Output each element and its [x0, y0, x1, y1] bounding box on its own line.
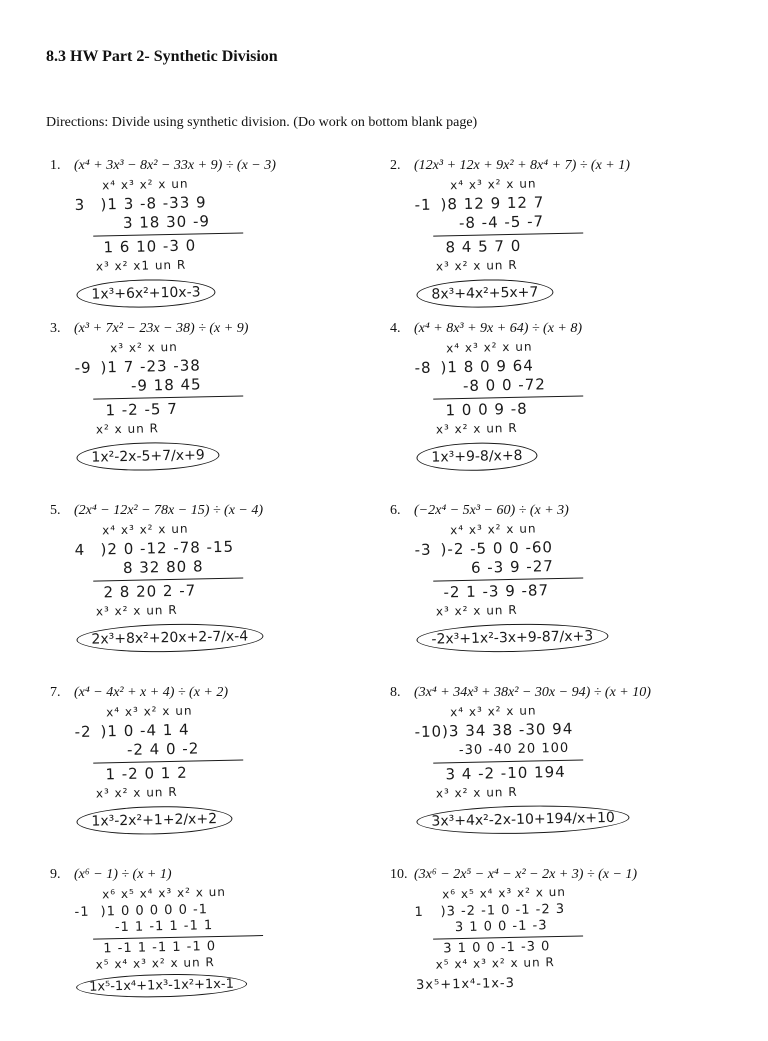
problem-expression: (3x⁴ + 34x³ + 38x² − 30x − 94) ÷ (x + 10) — [414, 685, 651, 700]
result-row: 1 -1 1 -1 1 -1 0 — [103, 939, 217, 957]
problem-4 — [390, 320, 730, 495]
problem-number: 5. — [50, 503, 61, 518]
coefficient-row: 8 12 9 12 7 — [447, 193, 545, 214]
circled-answer: 3x³+4x²-2x-10+194/x+10 — [416, 804, 630, 836]
result-variable-row: x³ x² x un R — [95, 602, 178, 619]
problem-number: 8. — [390, 685, 401, 700]
coefficient-row: 3 34 38 -30 94 — [448, 719, 574, 741]
synthetic-division-work: x⁴ x³ x² x un 4 )2 0 -12 -78 -15 8 32 80 8 2 8 20 2 -7 x³ x² x un R 2x³+8x²+20x+2-7/x-4 — [74, 515, 393, 654]
result-row: 1 0 0 9 -8 — [445, 399, 528, 420]
synthetic-division-work: x⁶ x⁵ x⁴ x³ x² x un 1 )3 -2 -1 0 -1 -2 3 3 1 0 0 -1 -3 3 1 0 0 -1 -3 0 x⁵ x⁴ x³ x² x un R 3x⁵+1x⁴-1x-3 — [414, 879, 732, 995]
problem-expression: (x⁴ + 3x³ − 8x² − 33x + 9) ÷ (x − 3) — [74, 158, 276, 173]
coefficient-row: 1 0 0 0 0 0 -1 — [106, 902, 209, 920]
multiply-row: 6 -3 9 -27 — [470, 557, 555, 577]
coefficient-row: 1 7 -23 -38 — [107, 356, 201, 377]
coefficient-row: 3 -2 -1 0 -1 -2 3 — [446, 901, 566, 920]
problem-expression: (x⁶ − 1) ÷ (x + 1) — [74, 867, 172, 882]
problem-7 — [50, 684, 390, 859]
multiply-row: -8 -4 -5 -7 — [458, 212, 545, 233]
result-row: 8 4 5 7 0 — [445, 236, 522, 257]
circled-answer: 2x³+8x²+20x+2-7/x-4 — [76, 622, 263, 654]
multiply-row: 3 18 30 -9 — [122, 212, 211, 232]
problem-6 — [390, 502, 730, 677]
multiply-row: -30 -40 20 100 — [458, 740, 570, 759]
result-variable-row: x³ x² x un R — [95, 784, 178, 801]
variable-header: x⁴ x³ x² x un — [450, 176, 537, 193]
page-title: 8.3 HW Part 2- Synthetic Division — [46, 48, 278, 65]
result-variable-row: x³ x² x un R — [435, 257, 518, 274]
result-row: 3 4 -2 -10 194 — [445, 762, 566, 784]
variable-header: x⁴ x³ x² x un — [102, 521, 189, 538]
synthetic-division-work: x⁴ x³ x² x un -2 )1 0 -4 1 4 -2 4 0 -2 1 -2 0 1 2 x³ x² x un R 1x³-2x²+1+2/x+2 — [74, 697, 393, 836]
coefficient-row: 1 0 -4 1 4 — [107, 720, 190, 741]
circled-answer: 8x³+4x²+5x+7 — [416, 278, 553, 309]
synthetic-division-work: x⁶ x⁵ x⁴ x³ x² x un -1 )1 0 0 0 0 0 -1 -1 1 -1 1 -1 1 1 -1 1 -1 1 -1 0 x⁵ x⁴ x³ x² x un R 1x⁵-1x⁴+1x³-1x²+1x-1 — [74, 879, 392, 999]
problem-expression: (−2x⁴ − 5x³ − 60) ÷ (x + 3) — [414, 503, 569, 518]
divisor: -3 — [414, 540, 432, 559]
synthetic-division-work: x⁴ x³ x² x un -8 )1 8 0 9 64 -8 0 0 -72 1 0 0 9 -8 x³ x² x un R 1x³+9-8/x+8 — [414, 333, 733, 472]
result-variable-row: x³ x² x1 un R — [95, 257, 187, 274]
synthetic-division-work: x⁴ x³ x² x un -3 )-2 -5 0 0 -60 6 -3 9 -27 -2 1 -3 9 -87 x³ x² x un R -2x³+1x²-3x+9-87/x+3 — [414, 515, 733, 654]
problem-number: 2. — [390, 158, 401, 173]
synthetic-division-work: x⁴ x³ x² x un -1 )8 12 9 12 7 -8 -4 -5 -7 8 4 5 7 0 x³ x² x un R 8x³+4x²+5x+7 — [414, 170, 733, 309]
problem-10 — [390, 866, 730, 1041]
variable-header: x⁴ x³ x² x un — [446, 339, 533, 356]
multiply-row: 3 1 0 0 -1 -3 — [454, 918, 548, 936]
divisor: -10 — [414, 722, 443, 741]
divisor: -2 — [74, 722, 92, 741]
problem-number: 3. — [50, 321, 61, 336]
synthetic-division-work: x³ x² x un -9 )1 7 -23 -38 -9 18 45 1 -2 -5 7 x² x un R 1x²-2x-5+7/x+9 — [74, 333, 393, 472]
coefficient-row: 2 0 -12 -78 -15 — [107, 537, 235, 559]
problem-number: 6. — [390, 503, 401, 518]
result-row: 1 6 10 -3 0 — [103, 236, 197, 257]
variable-header: x³ x² x un — [110, 339, 178, 356]
problem-number: 4. — [390, 321, 401, 336]
result-row: 3 1 0 0 -1 -3 0 — [443, 939, 551, 957]
synthetic-division-work: x⁴ x³ x² x un -10)3 34 38 -30 94 -30 -40 20 100 3 4 -2 -10 194 x³ x² x un R 3x³+4x²-2x-10+194/x+10 — [414, 697, 733, 836]
result-variable-row: x³ x² x un R — [435, 602, 518, 619]
problem-3 — [50, 320, 390, 495]
result-variable-row: x⁵ x⁴ x³ x² x un R — [435, 955, 555, 972]
problem-number: 9. — [50, 867, 61, 882]
problem-expression: (12x³ + 12x + 9x² + 8x⁴ + 7) ÷ (x + 1) — [414, 158, 630, 173]
problem-number: 10. — [390, 867, 408, 882]
problem-8 — [390, 684, 730, 859]
divisor: -1 — [74, 904, 90, 920]
problem-number: 1. — [50, 158, 61, 173]
result-row: -2 1 -3 9 -87 — [443, 581, 550, 602]
circled-answer: 1x³-2x²+1+2/x+2 — [76, 805, 232, 836]
result-row: 2 8 20 2 -7 — [103, 581, 197, 602]
variable-header: x⁴ x³ x² x un — [450, 521, 537, 538]
problem-expression: (2x⁴ − 12x² − 78x − 15) ÷ (x − 4) — [74, 503, 264, 518]
result-variable-row: x³ x² x un R — [435, 784, 518, 801]
divisor: 1 — [414, 904, 424, 920]
coefficient-row: 1 8 0 9 64 — [447, 356, 534, 377]
result-variable-row: x² x un R — [95, 421, 160, 437]
synthetic-division-work: x⁴ x³ x² x un 3 )1 3 -8 -33 9 3 18 30 -9 1 6 10 -3 0 x³ x² x1 un R 1x³+6x²+10x-3 — [74, 170, 393, 309]
problem-expression: (x⁴ + 8x³ + 9x + 64) ÷ (x + 8) — [414, 321, 583, 336]
multiply-row: -1 1 -1 1 -1 1 — [114, 918, 214, 936]
coefficient-row: 1 3 -8 -33 9 — [107, 193, 207, 214]
result-variable-row: x⁵ x⁴ x³ x² x un R — [95, 955, 215, 972]
problem-expression: (x³ + 7x² − 23x − 38) ÷ (x + 9) — [74, 321, 249, 336]
variable-header: x⁴ x³ x² x un — [102, 176, 189, 193]
multiply-row: -2 4 0 -2 — [126, 739, 200, 759]
variable-header: x⁶ x⁵ x⁴ x³ x² x un — [102, 884, 227, 902]
multiply-row: -8 0 0 -72 — [462, 375, 547, 395]
variable-header: x⁴ x³ x² x un — [106, 703, 193, 720]
divisor: -9 — [74, 358, 92, 377]
problem-5 — [50, 502, 390, 677]
problem-1 — [50, 157, 390, 332]
problem-number: 7. — [50, 685, 61, 700]
problem-2 — [390, 157, 730, 332]
circled-answer: 1x⁵-1x⁴+1x³-1x²+1x-1 — [76, 972, 247, 999]
multiply-row: 8 32 80 8 — [122, 557, 204, 577]
final-answer: 3x⁵+1x⁴-1x-3 — [415, 975, 516, 993]
circled-answer: 1x³+9-8/x+8 — [416, 441, 538, 472]
problem-expression: (x⁴ − 4x² + x + 4) ÷ (x + 2) — [74, 685, 229, 700]
multiply-row: -9 18 45 — [130, 375, 202, 395]
divisor: -8 — [414, 358, 432, 377]
circled-answer: 1x²-2x-5+7/x+9 — [76, 441, 220, 472]
coefficient-row: -2 -5 0 0 -60 — [447, 538, 554, 559]
circled-answer: -2x³+1x²-3x+9-87/x+3 — [416, 622, 608, 654]
directions-text: Directions: Divide using synthetic division. (Do work on bottom blank page) — [46, 115, 478, 130]
result-variable-row: x³ x² x un R — [435, 420, 518, 437]
problem-9 — [50, 866, 390, 1041]
variable-header: x⁶ x⁵ x⁴ x³ x² x un — [442, 884, 567, 902]
variable-header: x⁴ x³ x² x un — [450, 703, 537, 720]
result-row: 1 -2 -5 7 — [105, 399, 178, 420]
result-row: 1 -2 0 1 2 — [105, 763, 188, 784]
circled-answer: 1x³+6x²+10x-3 — [76, 278, 216, 309]
divisor: 4 — [74, 540, 86, 559]
divisor: -1 — [414, 195, 432, 214]
divisor: 3 — [74, 195, 86, 214]
problem-expression: (3x⁶ − 2x⁵ − x⁴ − x² − 2x + 3) ÷ (x − 1) — [414, 867, 638, 882]
